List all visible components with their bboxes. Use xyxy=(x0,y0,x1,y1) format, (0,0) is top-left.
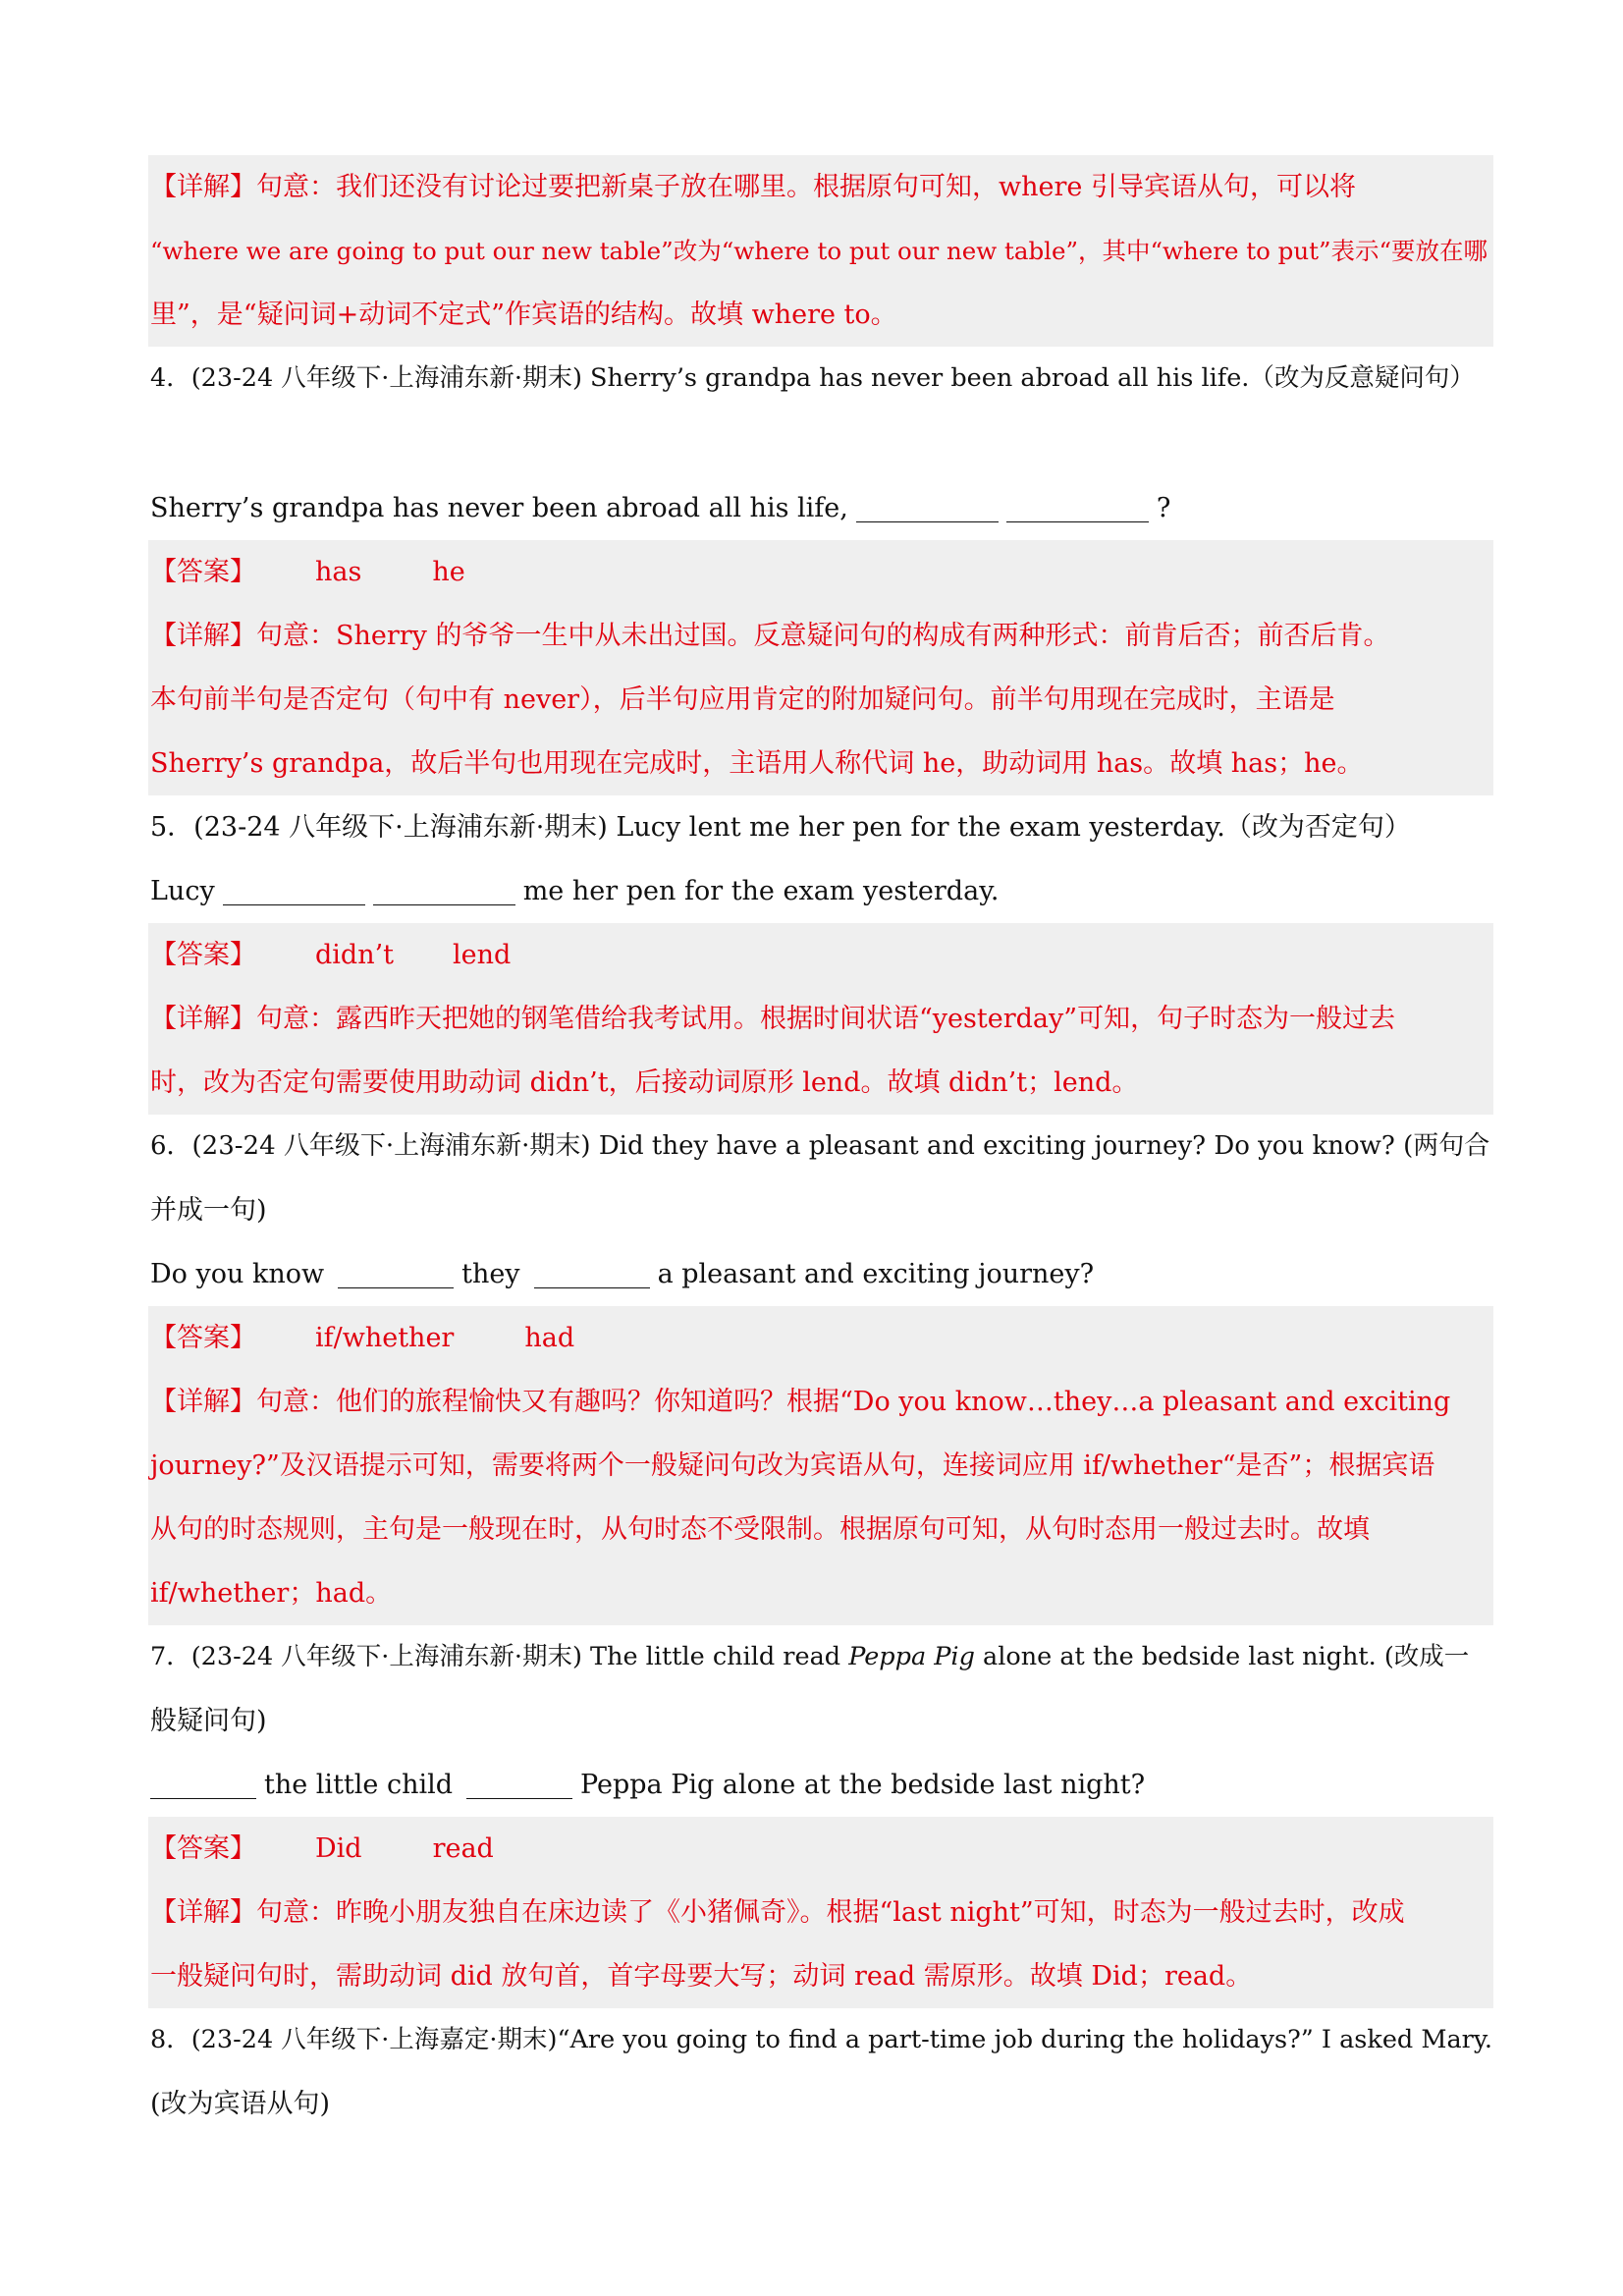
q7-question-line-2: 般疑问句) xyxy=(150,1706,267,1736)
q6-answer xyxy=(148,1306,1493,1370)
q5-question: 5．(23-24 八年级下·上海浦东新·期末) Lucy lent me her pen for the exam yesterday.（改为否定句） xyxy=(150,812,1411,843)
q6-stem xyxy=(148,1242,1493,1306)
answer-label: 【答案】 xyxy=(150,1833,256,1864)
q8-question-line-2: (改为宾语从句) xyxy=(150,2089,331,2119)
q5-detail-line-1: 【详解】句意：露西昨天把她的钢笔借给我考试用。根据时间状语“yesterday”可知，句子时态为一般过去 xyxy=(148,987,1493,1051)
q7-stem-after: Peppa Pig alone at the bedside last night? xyxy=(580,1770,1146,1800)
q4-stem-text: Sherry’s grandpa has never been abroad all his life, xyxy=(150,493,848,523)
q5-blank-2 xyxy=(373,881,515,905)
q6-blank-1 xyxy=(338,1264,454,1288)
q4-stem-end: ? xyxy=(1156,493,1171,523)
q6-question-line-2: 并成一句) xyxy=(150,1195,267,1226)
q5-stem-after: me her pen for the exam yesterday. xyxy=(522,876,1000,906)
q7-detail-line-2: 一般疑问句时，需助动词 did 放句首，首字母要大写；动词 read 需原形。故填 Did；read。 xyxy=(148,1944,1493,2008)
q6-detail-line-1: 【详解】句意：他们的旅程愉快又有趣吗？你知道吗？根据“Do you know…they…a pleasant and exciting xyxy=(148,1370,1493,1434)
q6-detail-line-2: journey?”及汉语提示可知，需要将两个一般疑问句改为宾语从句，连接词应用 if/whether“是否”；根据宾语 xyxy=(148,1434,1493,1498)
answer-label: 【答案】 xyxy=(150,557,256,587)
q4-blank-1 xyxy=(856,498,999,522)
q4-detail-line-2: 本句前半句是否定句（句中有 never），后半句应用肯定的附加疑问句。前半句用现在完成时，主语是 xyxy=(148,668,1493,732)
q5-blank-1 xyxy=(223,881,365,905)
q4-answer-2: he xyxy=(432,557,465,587)
q8-question-line-1: 8．(23-24 八年级下·上海嘉定·期末)“Are you going to find a part-time job during the holidays?” I asked Mary. xyxy=(150,2025,1492,2054)
q6-stem-text: Do you know xyxy=(150,1259,325,1289)
q4-answer-1: has xyxy=(315,557,362,587)
answer-label: 【答案】 xyxy=(150,1323,256,1353)
q7-answer-1: Did xyxy=(315,1833,362,1864)
q7-blank-2 xyxy=(466,1775,572,1799)
q5-stem xyxy=(148,859,1493,923)
q5-answer-1: didn’t xyxy=(315,940,395,970)
q7-stem-mid: the little child xyxy=(264,1770,454,1800)
q4-detail-line-1: 【详解】句意：Sherry 的爷爷一生中从未出过国。反意疑问句的构成有两种形式：前肯后否；前否后肯。 xyxy=(148,604,1493,668)
q6-answer-1: if/whether xyxy=(315,1323,455,1353)
q4-stem xyxy=(148,476,1493,540)
q4-detail-line-3: Sherry’s grandpa，故后半句也用现在完成时，主语用人称代词 he，助动词用 has。故填 has；he。 xyxy=(148,732,1493,795)
q5-answer xyxy=(148,923,1493,987)
q7-question-line-1 xyxy=(148,1625,1493,1689)
q4-blank-2 xyxy=(1006,498,1149,522)
q3-detail-line-1: 【详解】句意：我们还没有讨论过要把新桌子放在哪里。根据原句可知，where 引导宾语从句，可以将 xyxy=(148,155,1493,219)
q7-blank-1 xyxy=(150,1775,256,1799)
q6-detail-line-3: 从句的时态规则，主句是一般现在时，从句时态不受限制。根据原句可知，从句时态用一般过去时。故填 xyxy=(148,1498,1493,1561)
q5-answer-2: lend xyxy=(453,940,512,970)
q4-answer xyxy=(148,540,1493,604)
q4-question: 4．(23-24 八年级下·上海浦东新·期末) Sherry’s grandpa has never been abroad all his life.（改为反意疑问句） xyxy=(150,363,1475,393)
answer-label: 【答案】 xyxy=(150,940,256,970)
q6-stem-mid: they xyxy=(461,1259,520,1289)
q7-book-title: Peppa Pig xyxy=(848,1642,975,1671)
q7-question-text-end: alone at the bedside last night. (改成一 xyxy=(983,1642,1470,1671)
q6-detail-line-4: if/whether；had。 xyxy=(148,1561,1493,1625)
q3-detail-line-2: “where we are going to put our new table”改为“where to put our new table”，其中“where to put”表示“要放在哪 xyxy=(148,219,1493,283)
q5-stem-text: Lucy xyxy=(150,876,215,906)
q7-answer-2: read xyxy=(432,1833,494,1864)
q6-blank-2 xyxy=(534,1264,650,1288)
q6-stem-after: a pleasant and exciting journey? xyxy=(657,1259,1095,1289)
q6-answer-2: had xyxy=(524,1323,575,1353)
q7-question-text: 7．(23-24 八年级下·上海浦东新·期末) The little child read xyxy=(150,1642,841,1671)
q3-detail-line-3: 里”，是“疑问词+动词不定式”作宾语的结构。故填 where to。 xyxy=(148,283,1493,347)
q7-detail-line-1: 【详解】句意：昨晚小朋友独自在床边读了《小猪佩奇》。根据“last night”可知，时态为一般过去时，改成 xyxy=(148,1881,1493,1944)
q5-detail-line-2: 时，改为否定句需要使用助动词 didn’t，后接动词原形 lend。故填 didn’t；lend。 xyxy=(148,1051,1493,1115)
q7-answer xyxy=(148,1817,1493,1881)
q6-question-line-1: 6．(23-24 八年级下·上海浦东新·期末) Did they have a pleasant and exciting journey? Do you know? (两句合 xyxy=(150,1131,1490,1161)
q7-stem xyxy=(148,1753,1493,1817)
